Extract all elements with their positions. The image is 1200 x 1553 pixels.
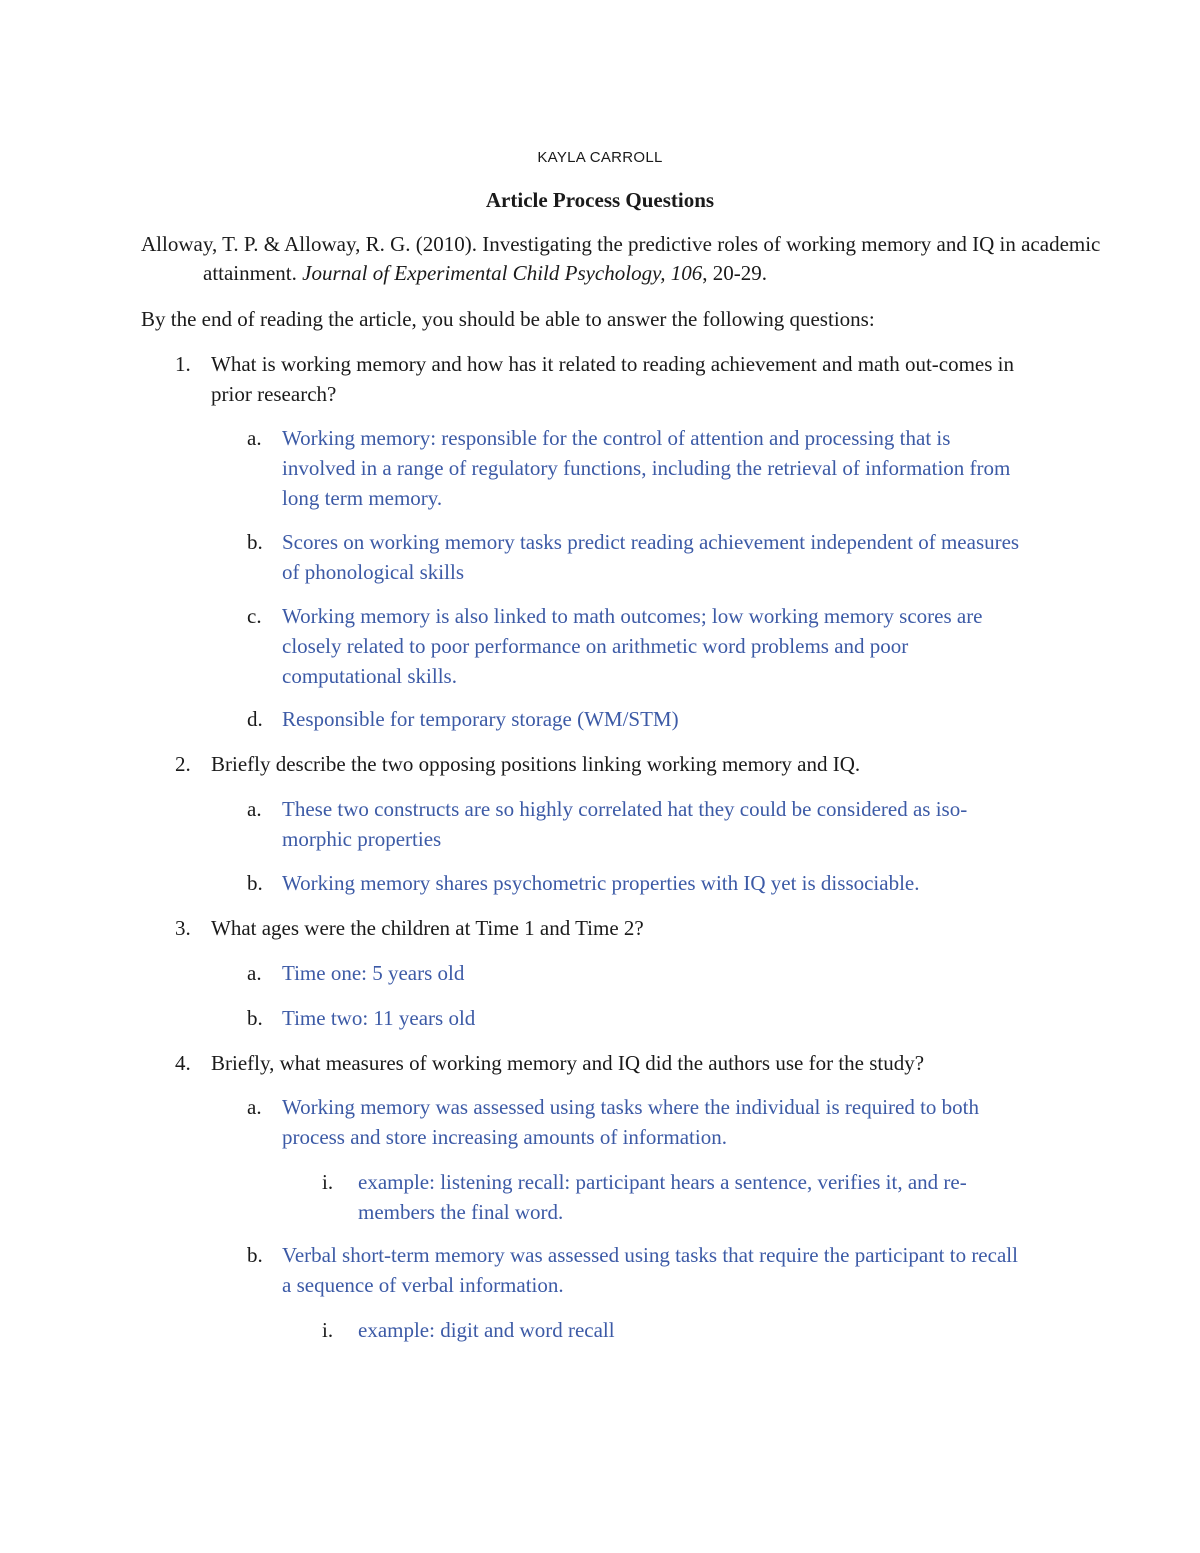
citation-pages: , 20-29. bbox=[702, 261, 767, 285]
answer-label: d. bbox=[247, 707, 263, 731]
citation bbox=[141, 230, 1103, 288]
question-text: Briefly, what measures of working memory and IQ did the authors use for the study? bbox=[211, 1051, 925, 1075]
answer-label: a. bbox=[247, 961, 262, 985]
question-number: 4. bbox=[175, 1051, 191, 1075]
question-number: 3. bbox=[175, 916, 191, 940]
answer-text: Responsible for temporary storage (WM/STM) bbox=[282, 707, 679, 731]
question-3 bbox=[175, 913, 1035, 943]
answer-text: Working memory: responsible for the control of attention and processing that is involved in a range of regulatory functions, including the retrieval of information from long term memory. bbox=[282, 426, 1011, 510]
question-4 bbox=[175, 1048, 1035, 1078]
question-number: 1. bbox=[175, 352, 191, 376]
sub-answer-text: example: digit and word recall bbox=[358, 1318, 615, 1342]
answer-2b bbox=[247, 868, 1027, 898]
answer-4b-i bbox=[322, 1315, 1042, 1345]
question-2 bbox=[175, 749, 1035, 779]
question-number: 2. bbox=[175, 752, 191, 776]
answer-text: Verbal short-term memory was assessed using tasks that require the participant to recall a sequence of verbal information. bbox=[282, 1243, 1018, 1297]
answer-label: a. bbox=[247, 1095, 262, 1119]
answer-label: a. bbox=[247, 797, 262, 821]
answer-label: b. bbox=[247, 530, 263, 554]
answer-label: a. bbox=[247, 426, 262, 450]
question-text: What is working memory and how has it related to reading achievement and math out-comes in prior research? bbox=[211, 352, 1015, 406]
answer-1a bbox=[247, 423, 1027, 513]
answer-text: Working memory was assessed using tasks where the individual is required to both process and store increasing amounts of information. bbox=[282, 1095, 980, 1149]
citation-text: Alloway, T. P. & Alloway, R. G. (2010). Investigating the predictive roles of working memory and IQ in academic attainment. bbox=[141, 232, 1101, 285]
answer-text: Working memory is also linked to math outcomes; low working memory scores are closely related to poor performance on arithmetic word problems and poor computational skills. bbox=[282, 604, 983, 688]
answer-3a bbox=[247, 958, 1027, 988]
sub-answer-label: i. bbox=[322, 1318, 334, 1342]
answer-text: Working memory shares psychometric properties with IQ yet is dissociable. bbox=[282, 871, 920, 895]
answer-3b bbox=[247, 1003, 1027, 1033]
answer-label: b. bbox=[247, 1006, 263, 1030]
author-name: KAYLA CARROLL bbox=[537, 149, 663, 166]
answer-label: b. bbox=[247, 871, 263, 895]
answer-1d bbox=[247, 704, 1027, 734]
answer-4a-i bbox=[322, 1167, 1042, 1227]
question-text: What ages were the children at Time 1 and Time 2? bbox=[211, 916, 644, 940]
answer-text: Time two: 11 years old bbox=[282, 1006, 476, 1030]
question-text: Briefly describe the two opposing positions linking working memory and IQ. bbox=[211, 752, 861, 776]
answer-label: c. bbox=[247, 604, 262, 628]
answer-1c bbox=[247, 601, 1027, 691]
answer-1b bbox=[247, 527, 1027, 587]
sub-answer-text: example: listening recall: participant hears a sentence, verifies it, and re-members the final word. bbox=[358, 1170, 967, 1224]
answer-2a bbox=[247, 794, 1027, 854]
answer-label: b. bbox=[247, 1243, 263, 1267]
answer-4a bbox=[247, 1092, 1027, 1152]
question-1 bbox=[175, 349, 1035, 409]
answer-4b bbox=[247, 1240, 1027, 1300]
sub-answer-label: i. bbox=[322, 1170, 334, 1194]
intro-text: By the end of reading the article, you should be able to answer the following questions: bbox=[141, 307, 875, 331]
answer-text: Time one: 5 years old bbox=[282, 961, 465, 985]
answer-text: Scores on working memory tasks predict reading achievement independent of measures of phonological skills bbox=[282, 530, 1020, 584]
citation-journal: Journal of Experimental Child Psychology, 106 bbox=[302, 261, 703, 285]
answer-text: These two constructs are so highly correlated hat they could be considered as iso-morphic properties bbox=[282, 797, 968, 851]
document-title: Article Process Questions bbox=[485, 188, 715, 212]
